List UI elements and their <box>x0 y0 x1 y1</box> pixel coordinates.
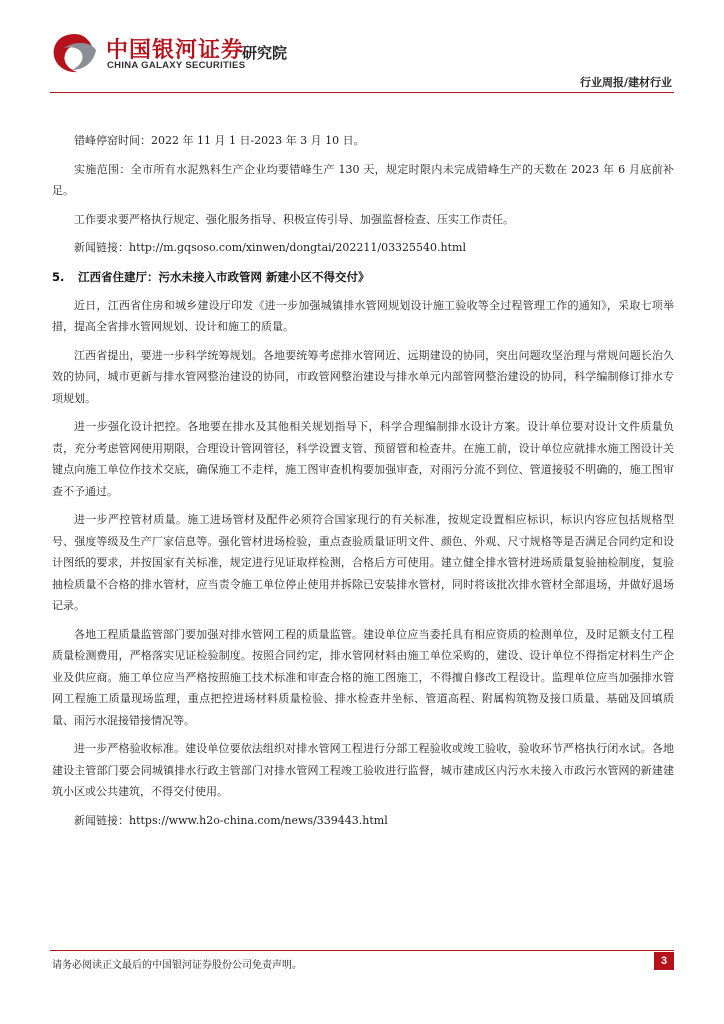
brand-institute: 研究院 <box>242 44 288 62</box>
paragraph: 各地工程质量监管部门要加强对排水管网工程的质量监管。建设单位应当委托具有相应资质的检测单位，及时足额支付工程质量检测费用，严格落实见证检验制度。按照合同约定，排水管网材料由施工单位采购的，建设、设计单位不得指定材料生产企业及供应商。施工单位应当严格按照施工技术标准和审查合格的施工图施工，不得擅自修改工程设计。监理单位应当加强排水管网工程施工质量现场监理，重点把控进场材料质量检验、排水检查井坐标、管道高程、附属构筑物及接口质量、基础及回填质量、雨污水混接错接情况等。 <box>52 627 674 727</box>
galaxy-swirl-logo-icon <box>50 30 100 76</box>
paragraph: 江西省提出，要进一步科学统筹规划。各地要统筹考虑排水管网近、远期建设的协同，突出问题攻坚治理与常规问题长治久效的协同，城市更新与排水管网整治建设的协同，市政管网整治建设与排水单元内部管网整治建设的协同，科学编制修订排水专项规划。 <box>52 348 674 405</box>
paragraph: 工作要求要严格执行规定、强化服务指导、积极宣传引导、加强监督检查、压实工作责任。 <box>74 212 514 226</box>
page-number: 3 <box>654 952 674 970</box>
page-header <box>0 0 724 96</box>
document-body <box>52 130 674 838</box>
paragraph: 错峰停窑时间：2022 年 11 月 1 日-2023 年 3 月 10 日。 <box>74 134 365 147</box>
footer-divider <box>50 950 674 951</box>
report-type-label: 行业周报/建材行业 <box>579 76 672 89</box>
paragraph: 近日，江西省住房和城乡建设厅印发《进一步加强城镇排水管网规划设计施工验收等全过程管理工作的通知》，采取七项举措，提高全省排水管网规划、设计和施工的质量。 <box>52 298 674 333</box>
news-link[interactable]: 新闻链接：https://www.h2o-china.com/news/339443.html <box>74 813 388 827</box>
paragraph: 实施范围：全市所有水泥熟料生产企业均要错峰生产 130 天，规定时限内未完成错峰生产的天数在 2023 年 6 月底前补足。 <box>52 162 674 197</box>
paragraph: 进一步强化设计把控。各地要在排水及其他相关规划指导下，科学合理编制排水设计方案。设计单位要对设计文件质量负责，充分考虑管网使用期限，合理设计管网管径，科学设置支管、预留管和检查井。在施工前，设计单位应就排水施工图设计关键点向施工单位作技术交底，确保施工不走样，施工图审查机构要加强审查，对雨污分流不到位、管道接驳不明确的，施工图审查不予通过。 <box>52 420 674 498</box>
brand-name-cn: 中国银河证券 <box>106 38 245 63</box>
paragraph: 进一步严控管材质量。施工进场管材及配件必须符合国家现行的有关标准，按规定设置相应标识，标识内容应包括规格型号、强度等级及生产厂家信息等。强化管材进场检验，重点查验质量证明文件、颜色、外观、尺寸规格等是否满足合同约定和设计图纸的要求，并按国家有关标准，规定进行见证取样检测，合格后方可使用。建立健全排水管材进场质量复验抽检制度，复验抽检质量不合格的排水管材，应当责令施工单位停止使用并拆除已安装排水管材，同时将该批次排水管材全部退场，并做好退场记录。 <box>52 513 674 612</box>
news-link[interactable]: 新闻链接：http://m.gqsoso.com/xinwen/dongtai/202211/03325540.html <box>74 241 467 254</box>
section-number: 5. <box>52 269 65 284</box>
paragraph: 进一步严格验收标准。建设单位要依法组织对排水管网工程进行分部工程验收或竣工验收，验收环节严格执行闭水试。各地建设主管部门要会同城镇排水行政主管部门对排水管网工程竣工验收进行监督，城市建成区内污水未接入市政污水管网的新建建筑小区或公共建筑，不得交付使用。 <box>52 742 674 798</box>
section-title: 江西省住建厅：污水未接入市政管网 新建小区不得交付》 <box>78 269 370 284</box>
disclaimer-text: 请务必阅读正文最后的中国银河证券股份公司免责声明。 <box>52 960 302 971</box>
header-divider <box>50 92 674 93</box>
section-heading <box>52 266 674 288</box>
brand-name-en: CHINA GALAXY SECURITIES <box>107 60 246 71</box>
